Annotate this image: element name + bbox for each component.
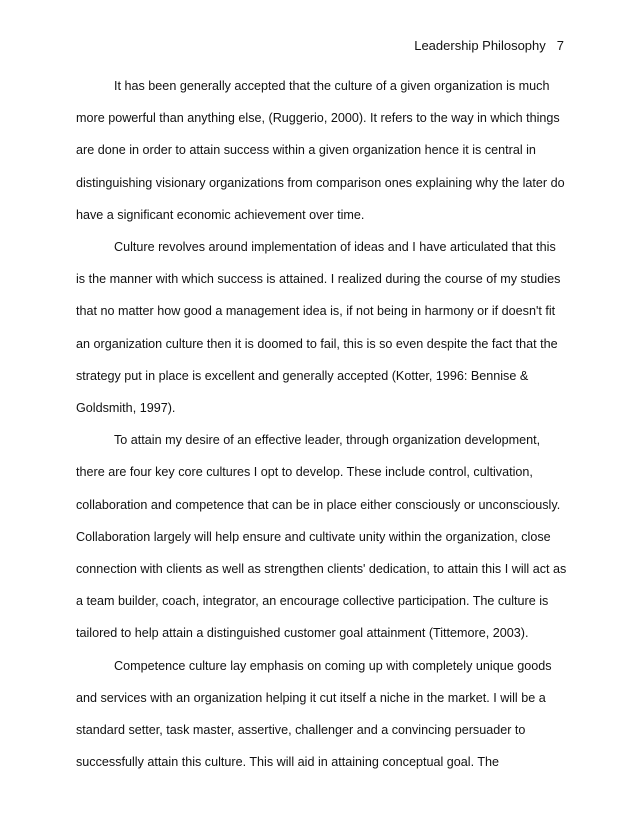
page-number: 7	[556, 38, 564, 53]
text-line: successfully attain this culture. This will aid in attaining conceptual goal. The	[76, 755, 500, 770]
text-line: a team builder, coach, integrator, an encourage collective participation. The culture is	[76, 594, 549, 609]
text-line: standard setter, task master, assertive, challenger and a convincing persuader to	[76, 723, 526, 738]
text-line: tailored to help attain a distinguished customer goal attainment (Tittemore, 2003).	[76, 626, 529, 641]
body-text	[76, 70, 567, 778]
text-line: an organization culture then it is doomed to fail, this is so even despite the fact that the	[76, 336, 558, 351]
text-line: that no matter how good a management idea is, if not being in harmony or if doesn't fit	[76, 304, 556, 319]
paragraph-1	[76, 70, 563, 231]
text-line: and services with an organization helping it cut itself a niche in the market. I will be a	[76, 690, 546, 705]
text-line: connection with clients as well as strengthen clients' dedication, to attain this I will act as	[76, 562, 567, 577]
text-line: is the manner with which success is attained. I realized during the course of my studies	[76, 272, 561, 287]
text-line: Collaboration largely will help ensure and cultivate unity within the organization, close	[76, 529, 551, 544]
text-line: Culture revolves around implementation of ideas and I have articulated that this	[114, 240, 556, 255]
paragraph-2	[76, 231, 563, 424]
paragraph-3	[76, 424, 567, 649]
running-head	[414, 38, 564, 54]
text-line: strategy put in place is excellent and generally accepted (Kotter, 1996: Bennise &	[76, 368, 529, 383]
text-line: To attain my desire of an effective leader, through organization development,	[114, 433, 541, 448]
text-line: distinguishing visionary organizations from comparison ones explaining why the later do	[76, 175, 565, 190]
running-title: Leadership Philosophy	[414, 38, 546, 53]
text-line: have a significant economic achievement over time.	[76, 207, 365, 222]
text-line: more powerful than anything else, (Ruggerio, 2000). It refers to the way in which things	[76, 111, 560, 126]
text-line: are done in order to attain success within a given organization hence it is central in	[76, 143, 536, 158]
paragraph-4	[76, 650, 563, 779]
text-line: collaboration and competence that can be in place either consciously or unconsciously.	[76, 497, 561, 512]
text-line: Goldsmith, 1997).	[76, 401, 176, 416]
text-line: Competence culture lay emphasis on coming up with completely unique goods	[114, 658, 552, 673]
text-line: It has been generally accepted that the culture of a given organization is much	[114, 79, 550, 93]
text-line: there are four key core cultures I opt to develop. These include control, cultivation,	[76, 465, 533, 480]
